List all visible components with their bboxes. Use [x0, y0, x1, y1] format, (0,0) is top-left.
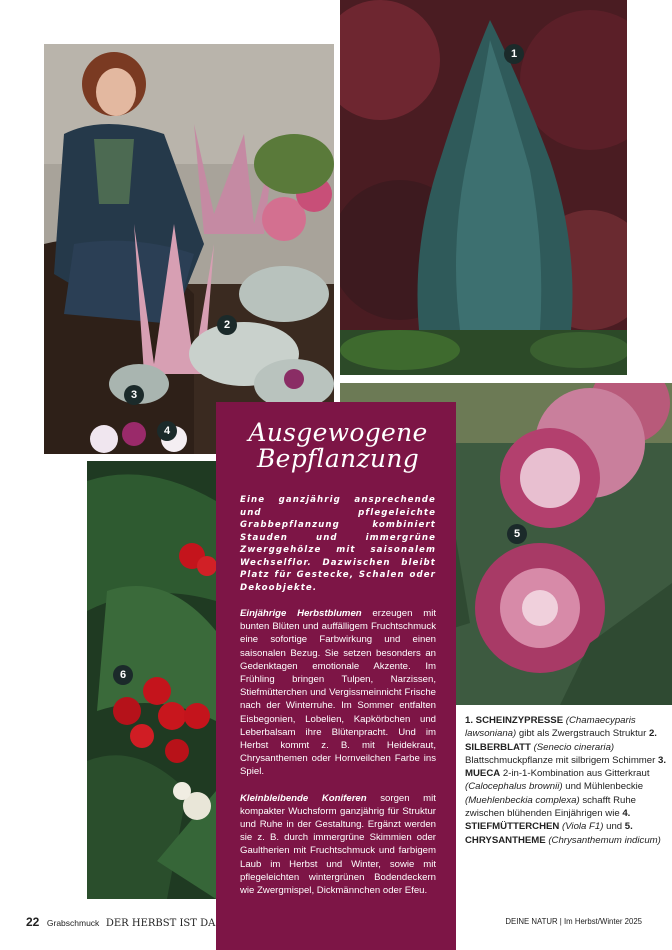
caption-item-4-latin: (Viola F1) [562, 821, 604, 833]
caption-item-5-latin: (Chrysanthemum indicum) [548, 834, 661, 846]
caption-item-4-name: 4. STIEFMÜTTERCHEN [465, 808, 631, 833]
article-title-line2: Bepflanzung [256, 444, 420, 473]
photo-gardener [44, 44, 334, 454]
caption-item-2-desc: Blattschmuckpflanze mit silbrigem Schimmer [465, 754, 658, 766]
paragraph-2-highlight: Kleinbleibende Koniferen [240, 792, 367, 804]
marker-2: 2 [217, 315, 237, 335]
caption-item-3-desc-b: und Mühlenbeckie [562, 781, 644, 793]
marker-5: 5 [507, 524, 527, 544]
caption-item-3-latin-a: (Calocephalus brownii) [465, 781, 563, 793]
article-paragraph-2 [240, 792, 436, 898]
article-paragraph-1 [240, 607, 436, 779]
caption-item-3-desc-c: schafft Ruhe zwischen blühenden Einjährigen wie [465, 794, 637, 820]
paragraph-1-highlight: Einjährige Herbstblumen [240, 608, 362, 619]
footer-section: Grabschmuck [46, 918, 100, 928]
caption-item-2-latin: (Senecio cineraria) [533, 741, 615, 753]
caption-item-3-desc-a: 2-in-1-Kombination aus Gitterkraut [500, 768, 650, 780]
photo-conifer [340, 0, 627, 375]
article-panel [216, 402, 456, 950]
caption-item-1-latin: (Chamaecyparis lawsoniana) [465, 715, 636, 740]
marker-6: 6 [113, 665, 133, 685]
footer-magazine: DEINE NATUR | Im Herbst/Winter 2025 [505, 917, 642, 926]
marker-3: 3 [124, 385, 144, 405]
caption-item-1-name: 1. SCHEINZYPRESSE [465, 715, 564, 726]
paragraph-2-text: sorgen mit kompakter Wuchsform ganzjährig für Struktur und Ruhe in der Gestaltung. Ergänzt werden sie z. B. durch immergrüne Skimmien oder Gaultherien mit Fruchtschmuck und farbigem Laub im Herbst und Winter, sowie mit pflegeleichten wintergrünen Bodendeckern wie Zwergmispel, Dickmännchen oder Efeu. [240, 792, 436, 897]
marker-1: 1 [504, 44, 524, 64]
article-title-line1: Ausgewogene [248, 418, 428, 447]
caption-item-1-desc: gibt als Zwergstrauch Struktur [516, 728, 649, 740]
caption-item-2-name: 2. SILBERBLATT [465, 728, 657, 753]
photo-skimmia [87, 461, 216, 899]
paragraph-1-text: erzeugen mit bunten Blüten und auffälligem Fruchtschmuck eine sofortige Farbwirkung und einen saisonalen Bezug. Sie setzen besonders an Gedenktagen emotionale Akzente. Im Frühling bringen Tulpen, Narzissen, Stiefmütterchen und Vergissmeinnicht Frische nach der Winterruhe. Im Sommer entfalten Eisbegonien, Lobelien, Kapkörbchen und Leberbalsam ihre Blütenpracht. Und im Herbst kommt z. B. mit Heidekraut, Chrysanthemen oder Hornveilchen Farbe ins Spiel. [240, 608, 436, 778]
marker-4: 4 [157, 421, 177, 441]
caption-item-3-latin-b: (Muehlenbeckia complexa) [465, 794, 580, 806]
footer-title: DER HERBST IST DA [105, 918, 216, 929]
page-number: 22 [26, 915, 40, 929]
article-lead: Eine ganzjährig ansprechende und pflegeleichte Grabbepflanzung kombiniert Stauden und immergrüne Zwerggehölze mit saisonalem Wechselflor. Dazwischen bleibt Platz für Gestecke, Schalen oder Dekoobjekte. [240, 495, 436, 593]
caption-item-3-name: 3. MUECA [465, 754, 667, 780]
caption-item-5-name: 5. CHRYSANTHEME [465, 821, 633, 846]
caption-item-4-desc: und [603, 821, 625, 833]
article-title [240, 420, 436, 472]
footer-left [26, 915, 215, 929]
plant-caption [465, 714, 667, 847]
